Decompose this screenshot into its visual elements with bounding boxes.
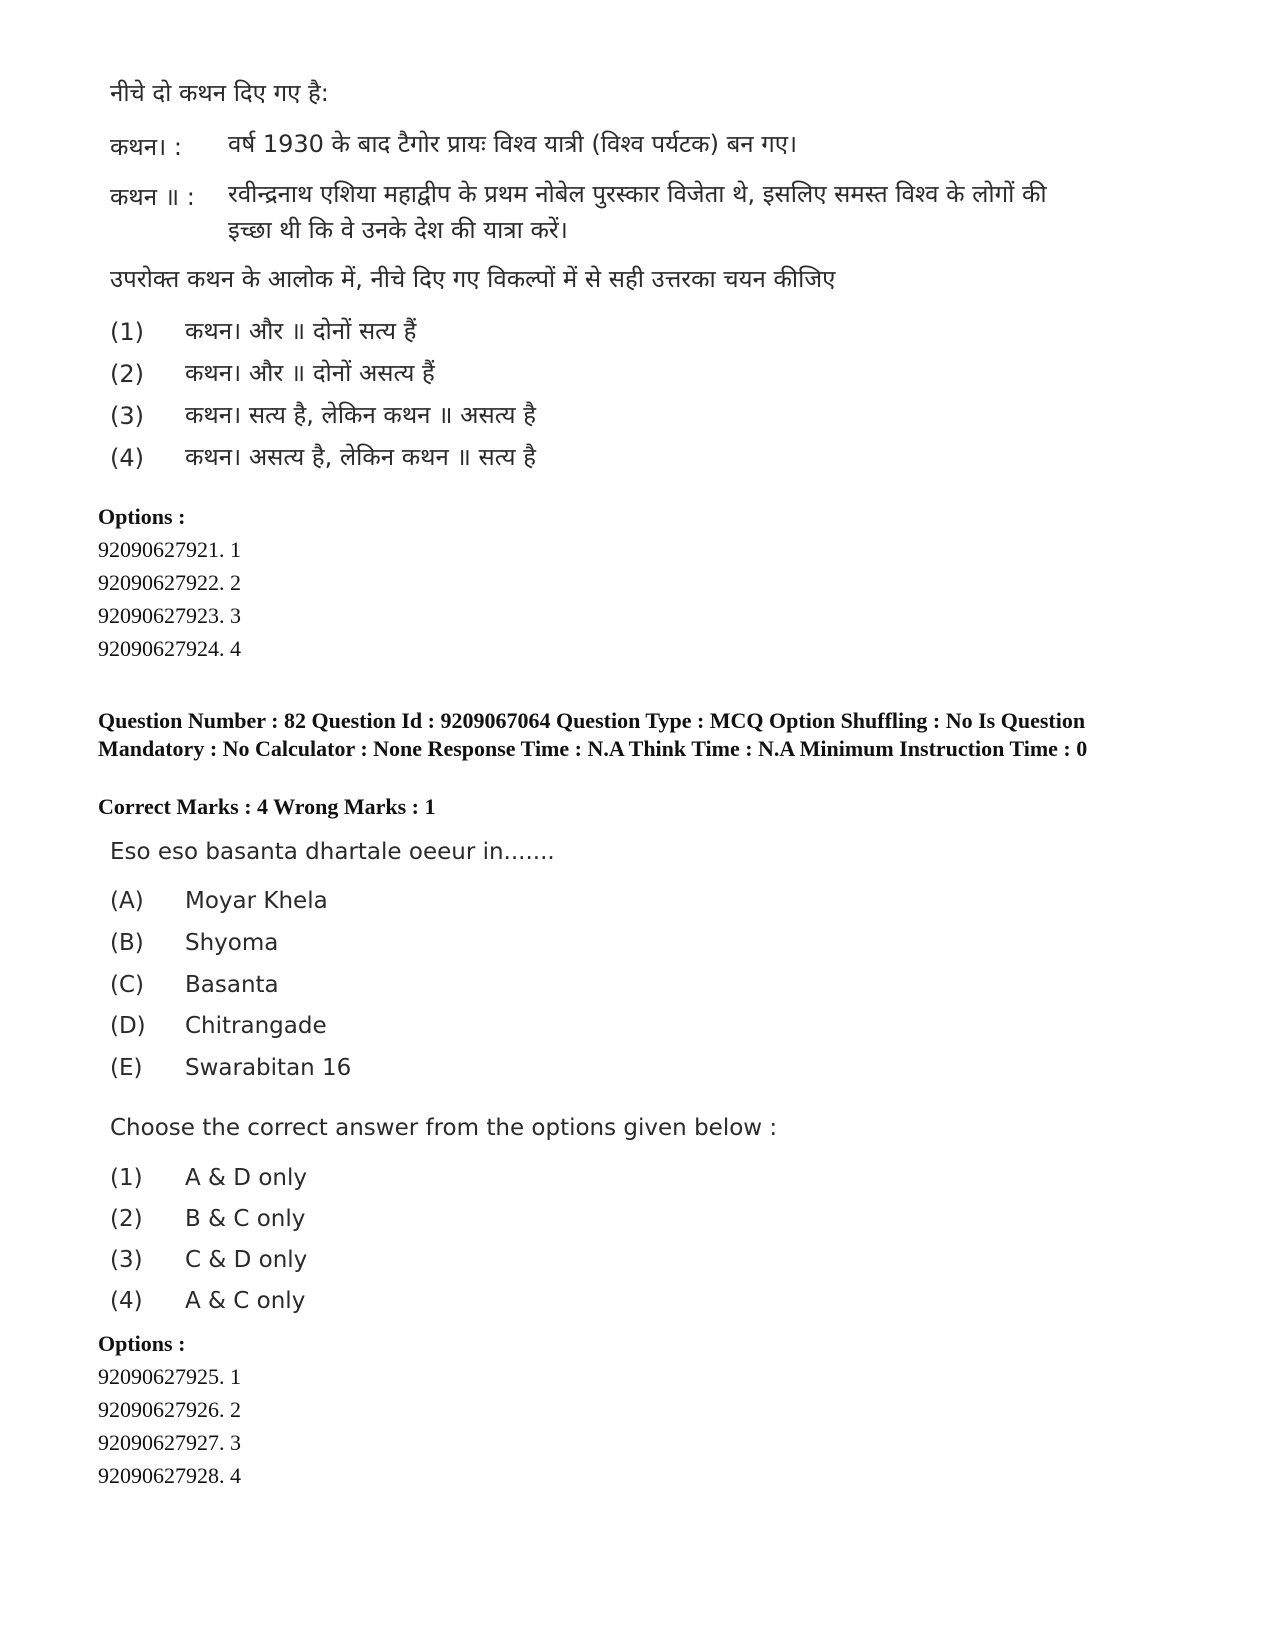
q81-option: 92090627922. 2 <box>98 570 241 595</box>
q82-instruction: Choose the correct answer from the options given below : <box>110 1115 778 1141</box>
q82-choice-text: A & D only <box>185 1165 307 1191</box>
q81-option: 92090627923. 3 <box>98 603 241 628</box>
q81-choice-text: कथन। और ॥ दोनों सत्य हैं <box>185 317 417 345</box>
q82-options-list <box>98 1364 498 1496</box>
q82-options-label: Options : <box>98 1331 186 1356</box>
q82-option: 92090627928. 4 <box>98 1463 241 1488</box>
q82-item-text: Shyoma <box>185 930 279 956</box>
q82-choice-number: (3) <box>110 1247 143 1273</box>
q82-item-letter: (B) <box>110 930 144 956</box>
q81-choice-text: कथन। सत्य है, लेकिन कथन ॥ असत्य है <box>185 401 536 429</box>
q81-choice-text: कथन। और ॥ दोनों असत्य हैं <box>185 359 435 387</box>
q81-statement2-text: रवीन्द्रनाथ एशिया महाद्वीप के प्रथम नोबेल पुरस्कार विजेता थे, इसलिए समस्त विश्व के लोगों की इच्छा थी कि वे उनके देश की यात्रा करें। <box>228 180 1047 244</box>
q82-question-text: Eso eso basanta dhartale oeeur in....... <box>110 839 555 865</box>
q81-choice-number: (1) <box>110 318 144 346</box>
q82-meta: Question Number : 82 Question Id : 9209067064 Question Type : MCQ Option Shuffling : No Is Question Mandatory : No Calculator : None Response Time : N.A Think Time : N.A Minimum Instruction Time : 0 <box>98 708 1088 761</box>
q82-option: 92090627927. 3 <box>98 1430 241 1455</box>
q81-instruction: उपरोक्त कथन के आलोक में, नीचे दिए गए विकल्पों में से सही उत्तरका चयन कीजिए <box>110 265 836 293</box>
q81-statement2-label: कथन ॥ : <box>110 183 195 211</box>
q82-item-text: Chitrangade <box>185 1013 327 1039</box>
q82-item-text: Moyar Khela <box>185 888 328 914</box>
q81-statement1-label: कथन। : <box>110 133 182 161</box>
q81-choice-number: (2) <box>110 360 144 388</box>
q82-choice-text: A & C only <box>185 1288 306 1314</box>
q81-options-label: Options : <box>98 504 186 529</box>
q82-option: 92090627925. 1 <box>98 1364 241 1389</box>
q82-item-letter: (C) <box>110 972 145 998</box>
q82-choice-number: (1) <box>110 1165 143 1191</box>
q81-intro: नीचे दो कथन दिए गए है: <box>110 79 329 107</box>
q82-option: 92090627926. 2 <box>98 1397 241 1422</box>
q82-choice-number: (2) <box>110 1206 143 1232</box>
q82-question-image <box>110 835 910 1325</box>
q81-options-list <box>98 537 498 669</box>
q82-item-text: Basanta <box>185 972 279 998</box>
q82-choice-text: C & D only <box>185 1247 308 1273</box>
q81-choice-number: (4) <box>110 444 144 472</box>
q81-statement1-text: वर्ष 1930 के बाद टैगोर प्रायः विश्व यात्री (विश्व पर्यटक) बन गए। <box>228 130 798 158</box>
q82-choice-text: B & C only <box>185 1206 306 1232</box>
q82-choice-number: (4) <box>110 1288 143 1314</box>
q82-item-letter: (A) <box>110 888 144 914</box>
q81-option: 92090627921. 1 <box>98 537 241 562</box>
q82-marks: Correct Marks : 4 Wrong Marks : 1 <box>98 794 436 819</box>
q81-question-image <box>110 70 1110 490</box>
q81-choice-number: (3) <box>110 402 144 430</box>
q82-item-letter: (D) <box>110 1013 146 1039</box>
q81-choice-text: कथन। असत्य है, लेकिन कथन ॥ सत्य है <box>185 443 536 471</box>
q82-item-letter: (E) <box>110 1055 143 1081</box>
q82-item-text: Swarabitan 16 <box>185 1055 352 1081</box>
q81-option: 92090627924. 4 <box>98 636 241 661</box>
